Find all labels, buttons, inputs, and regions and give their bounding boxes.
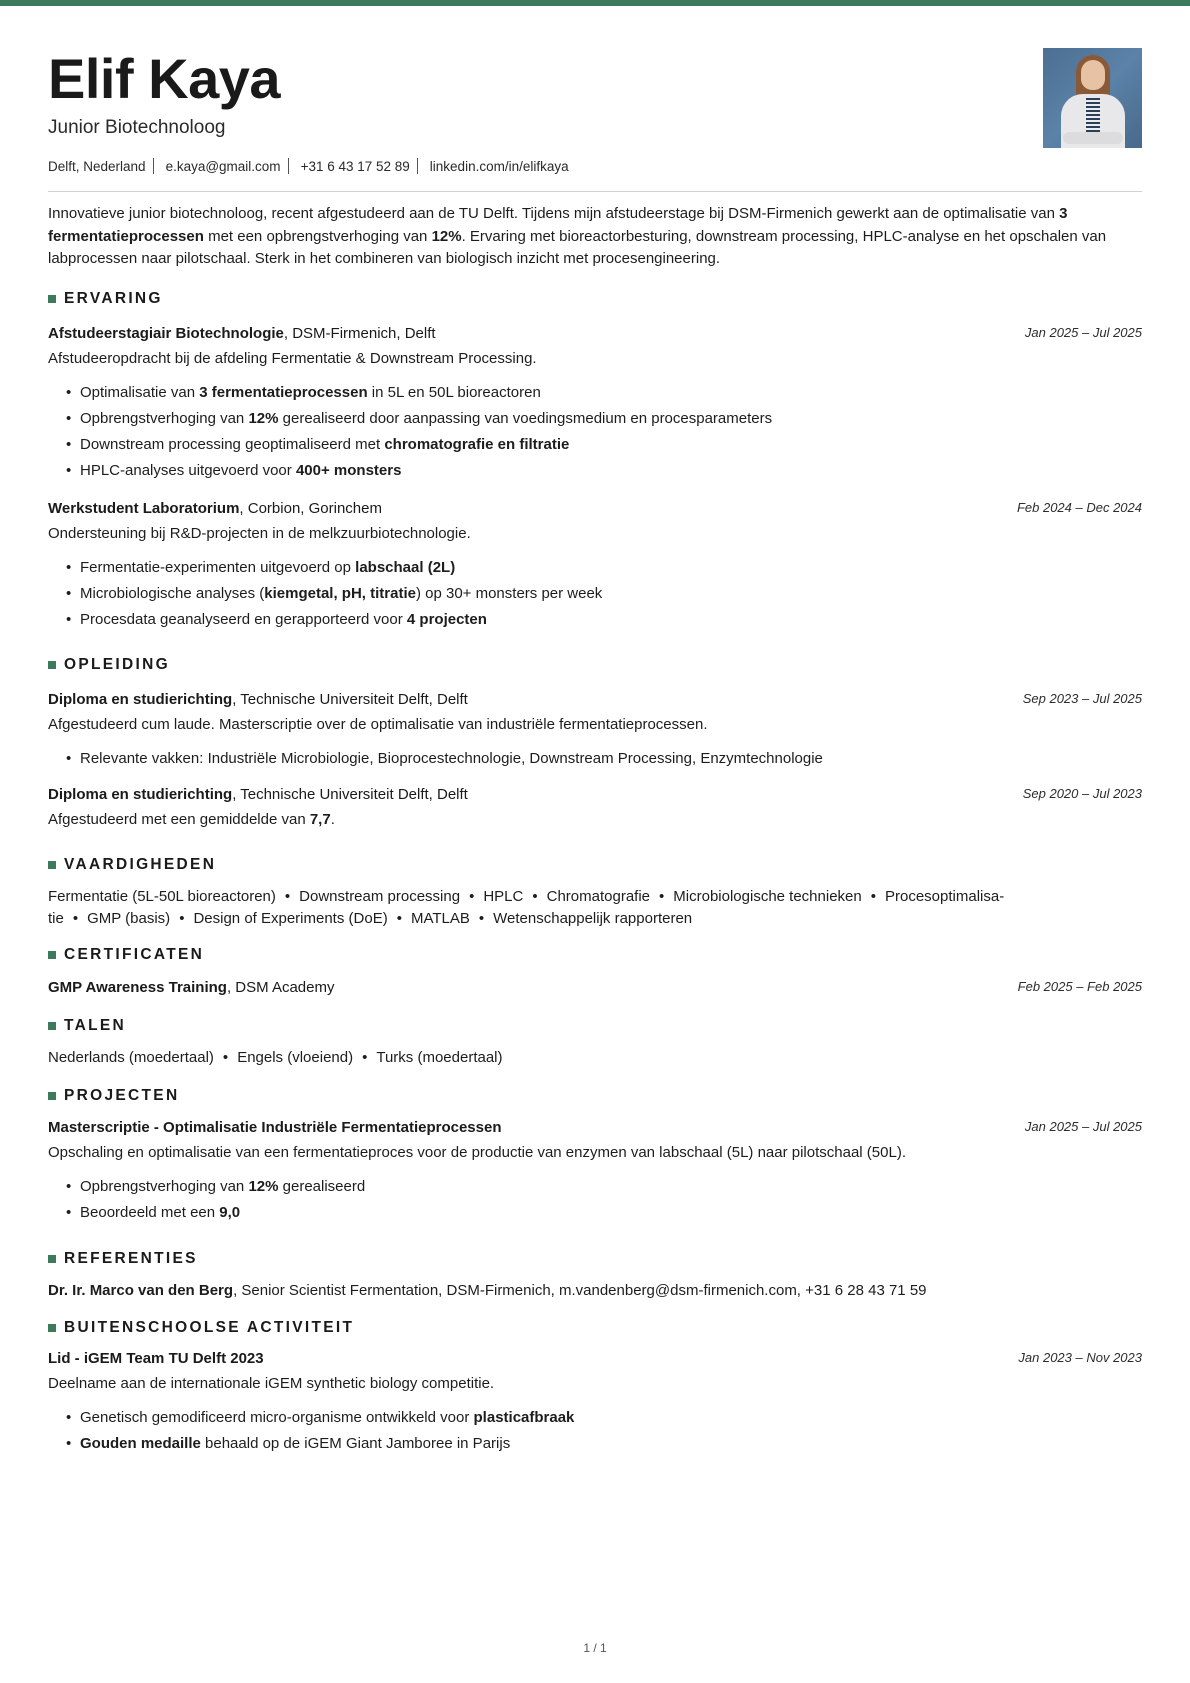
experience-org: , DSM-Firmenich, Delft	[283, 325, 436, 342]
project-entry-header	[48, 1119, 1142, 1136]
experience-bullets	[80, 555, 602, 633]
contact-email[interactable]: e.kaya@gmail.com	[165, 158, 281, 174]
certificate-date: Feb 2025 – Feb 2025	[1017, 979, 1142, 994]
contact-line	[48, 158, 569, 174]
education-bullets	[80, 746, 823, 772]
resume-page	[48, 0, 1142, 1452]
section-square-icon	[48, 951, 56, 959]
section-title-projects: PROJECTEN	[48, 1087, 179, 1105]
section-square-icon	[48, 861, 56, 869]
experience-org: , Corbion, Gorinchem	[239, 500, 382, 517]
education-degree: Diploma en studierichting	[48, 691, 233, 708]
list-item: • Gouden medaille behaald op de iGEM Giant Jamboree in Parijs	[80, 1431, 574, 1457]
certificate-entry	[48, 979, 1142, 996]
contact-separator	[417, 158, 418, 174]
section-title-languages: TALEN	[48, 1017, 126, 1035]
resume-header	[48, 0, 1142, 195]
experience-role: Afstudeerstagiair Biotechnologie	[48, 325, 284, 342]
skills-line-2: tie • GMP (basis) • Design of Experiments (DoE) • MATLAB • Wetenschappelijk rapporteren	[48, 910, 693, 927]
activity-entry-header	[48, 1350, 1142, 1367]
experience-date: Feb 2024 – Dec 2024	[1016, 500, 1142, 515]
activity-title: Lid - iGEM Team TU Delft 2023	[48, 1350, 264, 1367]
education-date: Sep 2020 – Jul 2023	[1022, 786, 1142, 801]
activity-date: Jan 2023 – Nov 2023	[1018, 1350, 1142, 1365]
section-title-extracurricular: BUITENSCHOOLSE ACTIVITEIT	[48, 1319, 354, 1337]
list-item: • Procesdata geanalyseerd en gerapporteerd voor 4 projecten	[80, 607, 602, 633]
experience-role: Werkstudent Laboratorium	[48, 500, 240, 517]
experience-entry-header	[48, 325, 1142, 342]
header-divider	[48, 191, 1142, 192]
education-description: Afgestudeerd met een gemiddelde van 7,7.	[48, 811, 335, 828]
project-description: Opschaling en optimalisatie van een fermentatieproces voor de productie van enzymen van labschaal (5L) naar pilotschaal (50L).	[48, 1144, 906, 1161]
activity-bullets	[80, 1405, 574, 1457]
contact-separator	[153, 158, 154, 174]
education-description: Afgestudeerd cum laude. Masterscriptie over de optimalisatie van industriële fermentatieprocessen.	[48, 716, 708, 733]
section-title-education: OPLEIDING	[48, 656, 170, 674]
experience-bullets	[80, 380, 772, 484]
education-org: , Technische Universiteit Delft, Delft	[232, 691, 468, 708]
experience-description: Ondersteuning bij R&D-projecten in de melkzuurbiotechnologie.	[48, 525, 471, 542]
list-item: • Genetisch gemodificeerd micro-organisme ontwikkeld voor plasticafbraak	[80, 1405, 574, 1431]
experience-entry-header	[48, 500, 1142, 517]
languages-list: Nederlands (moedertaal) • Engels (vloeiend) • Turks (moedertaal)	[48, 1049, 503, 1066]
page-number: 1 / 1	[583, 1641, 607, 1655]
activity-description: Deelname aan de internationale iGEM synthetic biology competitie.	[48, 1375, 495, 1392]
project-date: Jan 2025 – Jul 2025	[1024, 1119, 1142, 1134]
section-square-icon	[48, 1092, 56, 1100]
candidate-name: Elif Kaya	[48, 47, 281, 110]
section-square-icon	[48, 1255, 56, 1263]
section-square-icon	[48, 1324, 56, 1332]
experience-date: Jan 2025 – Jul 2025	[1024, 325, 1142, 340]
profile-photo	[1043, 48, 1142, 148]
list-item: • Optimalisatie van 3 fermentatieprocessen in 5L en 50L bioreactoren	[80, 380, 772, 406]
list-item: • Opbrengstverhoging van 12% gerealiseerd	[80, 1174, 365, 1200]
education-entry-header	[48, 786, 1142, 803]
reference-name: Dr. Ir. Marco van den Berg	[48, 1282, 234, 1299]
section-title-experience: ERVARING	[48, 290, 163, 308]
reference-details: , Senior Scientist Fermentation, DSM-Firmenich, m.vandenberg@dsm-firmenich.com, +31 6 28 43 71 59	[233, 1282, 927, 1299]
certificate-org: , DSM Academy	[226, 979, 335, 996]
list-item: • Downstream processing geoptimaliseerd met chromatografie en filtratie	[80, 432, 772, 458]
skills-line-1: Fermentatie (5L-50L bioreactoren) • Downstream processing • HPLC • Chromatografie • Microbiologische technieken • Procesoptimalisa-	[48, 888, 1005, 905]
candidate-title: Junior Biotechnoloog	[48, 117, 226, 138]
certificate-name: GMP Awareness Training	[48, 979, 227, 996]
education-degree: Diploma en studierichting	[48, 786, 233, 803]
section-title-references: REFERENTIES	[48, 1250, 198, 1268]
list-item: • HPLC-analyses uitgevoerd voor 400+ monsters	[80, 458, 772, 484]
section-square-icon	[48, 1022, 56, 1030]
contact-location: Delft, Nederland	[48, 158, 146, 174]
section-square-icon	[48, 295, 56, 303]
section-square-icon	[48, 661, 56, 669]
contact-separator	[288, 158, 289, 174]
profile-summary: Innovatieve junior biotechnoloog, recent afgestudeerd aan de TU Delft. Tijdens mijn afstudeerstage bij DSM-Firmenich gewerkt aan de optimalisatie van 3 fermentatieprocessen met een opbrengstverhoging van 12%. Ervaring met bioreactorbesturing, downstream processing, HPLC-analyse en het opschalen van labprocessen naar pilotschaal. Sterk in het combineren van biologisch inzicht met procesengineering.	[48, 205, 1107, 267]
education-entry-header	[48, 691, 1142, 708]
section-title-skills: VAARDIGHEDEN	[48, 856, 216, 874]
list-item: • Microbiologische analyses (kiemgetal, pH, titratie) op 30+ monsters per week	[80, 581, 602, 607]
education-date: Sep 2023 – Jul 2025	[1022, 691, 1142, 706]
list-item: • Beoordeeld met een 9,0	[80, 1200, 365, 1226]
list-item: • Fermentatie-experimenten uitgevoerd op labschaal (2L)	[80, 555, 602, 581]
contact-linkedin[interactable]: linkedin.com/in/elifkaya	[429, 158, 569, 174]
section-title-certificates: CERTIFICATEN	[48, 946, 204, 964]
reference-entry	[48, 1280, 1142, 1302]
project-bullets	[80, 1174, 365, 1226]
list-item: • Opbrengstverhoging van 12% gerealiseerd door aanpassing van voedingsmedium en procesparameters	[80, 406, 772, 432]
contact-phone[interactable]: +31 6 43 17 52 89	[300, 158, 410, 174]
list-item: • Relevante vakken: Industriële Microbiologie, Bioprocestechnologie, Downstream Processing, Enzymtechnologie	[80, 746, 823, 772]
experience-description: Afstudeeropdracht bij de afdeling Fermentatie & Downstream Processing.	[48, 350, 537, 367]
education-org: , Technische Universiteit Delft, Delft	[232, 786, 468, 803]
project-title: Masterscriptie - Optimalisatie Industriële Fermentatieprocessen	[48, 1119, 502, 1136]
